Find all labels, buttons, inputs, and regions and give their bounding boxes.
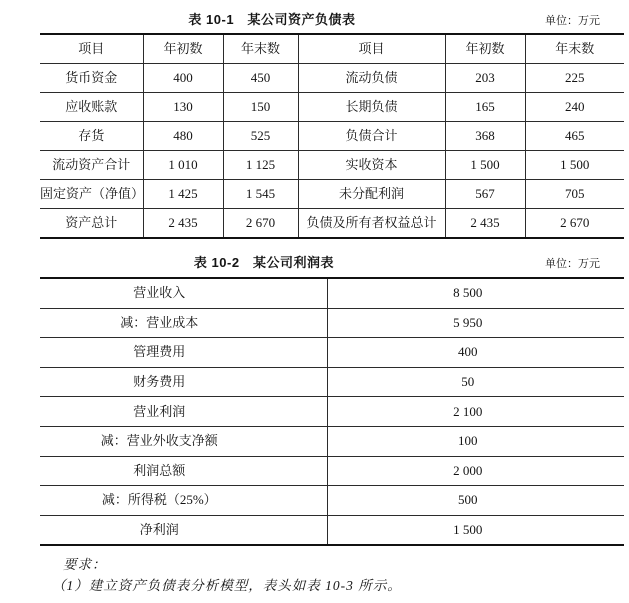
column-header: 年末数 xyxy=(525,34,624,64)
item-label: 净利润 xyxy=(40,515,327,545)
table-row xyxy=(40,151,624,180)
item-label: 固定资产（净值） xyxy=(40,180,143,209)
requirements-heading: 要求： xyxy=(63,557,107,572)
income-statement-table xyxy=(40,277,624,546)
table-row xyxy=(40,338,624,368)
item-label: 未分配利润 xyxy=(298,180,445,209)
table-row xyxy=(40,64,624,93)
cell-value: 400 xyxy=(143,64,223,93)
table-row xyxy=(40,515,624,545)
cell-value: 705 xyxy=(525,180,624,209)
balance-sheet-unit-label: 单位：万元 xyxy=(545,15,600,27)
table-row xyxy=(40,278,624,308)
column-header: 年初数 xyxy=(445,34,525,64)
cell-value: 1 500 xyxy=(445,151,525,180)
item-label: 财务费用 xyxy=(40,367,327,397)
cell-value: 5 950 xyxy=(327,308,624,338)
item-label: 流动负债 xyxy=(298,64,445,93)
cell-value: 2 100 xyxy=(327,397,624,427)
table-row xyxy=(40,308,624,338)
table-row xyxy=(40,209,624,239)
cell-value: 567 xyxy=(445,180,525,209)
item-label: 流动资产合计 xyxy=(40,151,143,180)
balance-sheet-header-row xyxy=(40,34,624,64)
cell-value: 130 xyxy=(143,93,223,122)
item-label: 营业利润 xyxy=(40,397,327,427)
table-row xyxy=(40,367,624,397)
item-label: 负债及所有者权益总计 xyxy=(298,209,445,239)
cell-value: 2 670 xyxy=(560,214,590,230)
income-statement-unit-label: 单位：万元 xyxy=(545,258,600,270)
column-header: 项目 xyxy=(298,34,445,64)
table-row xyxy=(40,122,624,151)
item-label: 管理费用 xyxy=(40,338,327,368)
cell-value: 50 xyxy=(327,367,624,397)
item-label: 货币资金 xyxy=(40,64,143,93)
item-label: 减：营业外收支净额 xyxy=(40,426,327,456)
item-label: 减：营业成本 xyxy=(40,308,327,338)
cell-value: 1 545 xyxy=(223,180,298,209)
cell-value: 1 500 xyxy=(453,521,483,537)
cell-value: 165 xyxy=(445,93,525,122)
cell-value: 225 xyxy=(525,64,624,93)
item-label: 负债合计 xyxy=(298,122,445,151)
cell-value: 2 000 xyxy=(327,456,624,486)
cell-value: 1 125 xyxy=(223,151,298,180)
balance-sheet-title: 表 10-1 某公司资产负债表 xyxy=(188,12,356,27)
balance-sheet-table xyxy=(40,33,624,239)
table-row xyxy=(40,426,624,456)
table-row xyxy=(40,93,624,122)
cell-value: 2 670 xyxy=(223,209,298,239)
cell-value: 400 xyxy=(327,338,624,368)
cell-value: 465 xyxy=(525,122,624,151)
cell-value: 150 xyxy=(223,93,298,122)
cell-value: 8 500 xyxy=(327,278,624,308)
income-statement-title: 表 10-2 某公司利润表 xyxy=(193,255,335,270)
cell-value: 480 xyxy=(143,122,223,151)
item-label: 减：所得税（25%） xyxy=(40,486,327,516)
cell-value: 368 xyxy=(445,122,525,151)
cell-value: 2 435 xyxy=(445,209,525,239)
column-header: 年末数 xyxy=(223,34,298,64)
requirement-item-1: （1）建立资产负债表分析模型，表头如表 10-3 所示。 xyxy=(52,578,402,593)
item-label: 利润总额 xyxy=(40,456,327,486)
table-row xyxy=(40,180,624,209)
item-label: 长期负债 xyxy=(298,93,445,122)
column-header: 项目 xyxy=(40,34,143,64)
cell-value: 203 xyxy=(445,64,525,93)
item-label: 应收账款 xyxy=(40,93,143,122)
item-label: 存货 xyxy=(40,122,143,151)
cell-value: 1 500 xyxy=(525,151,624,180)
cell-value: 525 xyxy=(223,122,298,151)
cell-value: 500 xyxy=(327,486,624,516)
cell-value: 450 xyxy=(223,64,298,93)
cell-value: 1 010 xyxy=(143,151,223,180)
item-label: 资产总计 xyxy=(40,209,143,239)
table-row xyxy=(40,486,624,516)
column-header: 年初数 xyxy=(143,34,223,64)
cell-value: 100 xyxy=(327,426,624,456)
cell-value: 1 425 xyxy=(143,180,223,209)
table-row xyxy=(40,456,624,486)
item-label: 营业收入 xyxy=(40,278,327,308)
cell-value: 2 435 xyxy=(143,209,223,239)
cell-value: 240 xyxy=(525,93,624,122)
table-row xyxy=(40,397,624,427)
item-label: 实收资本 xyxy=(298,151,445,180)
